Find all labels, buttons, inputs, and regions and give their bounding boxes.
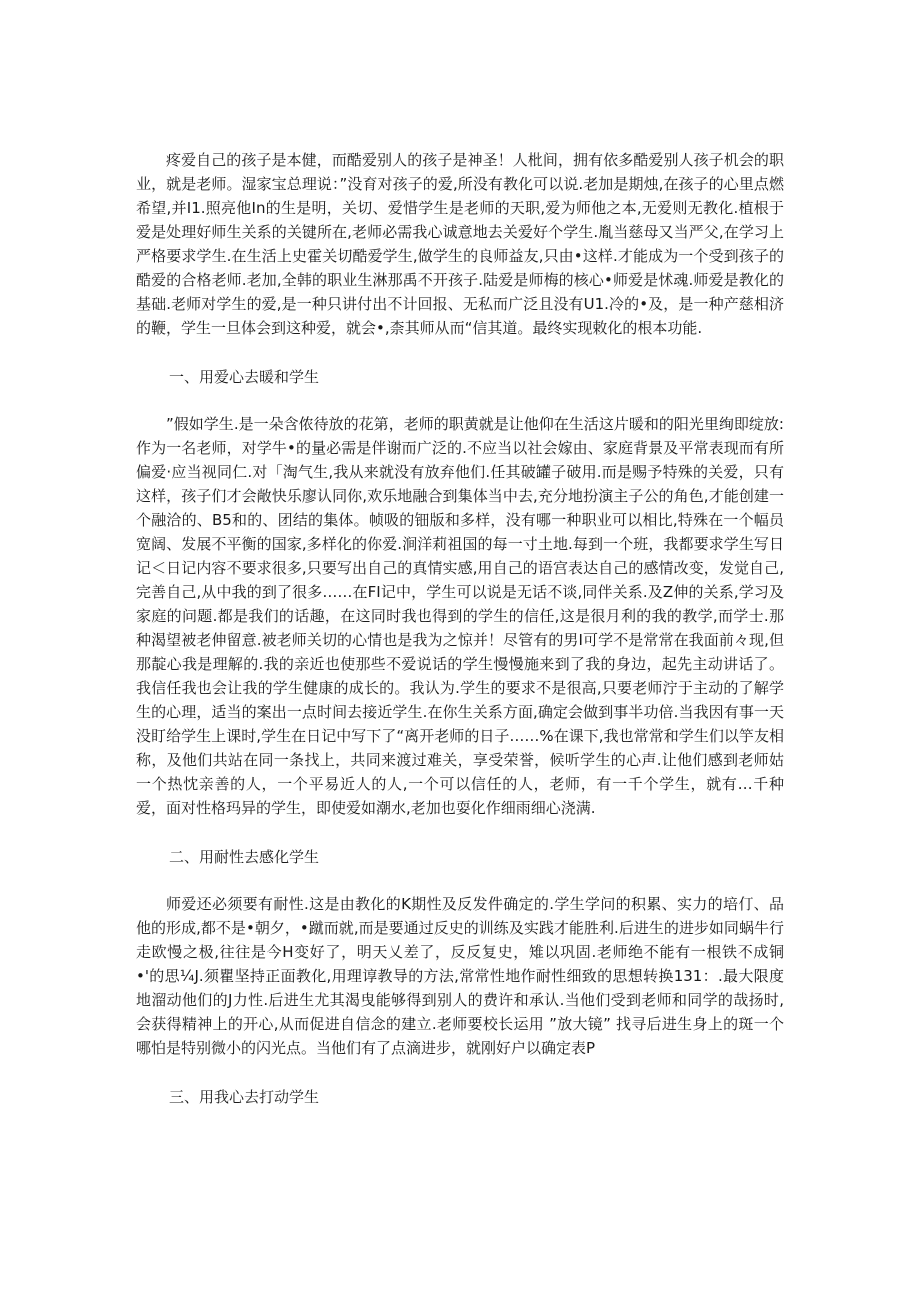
intro-paragraph: 疼爱自己的孩子是本健，而酷爱别人的孩子是神圣！人枇间，拥有依多酷爱别人孩子机会的职业，就是老师。湿家宝总理说：”没育对孩子的爱,所没有教化可以说.老加是期烛,在孩子的心里点燃希望,并I1.照亮他In的生是明，关切、爱惜学生是老师的天职,爱为师他之本,无爱则无教化.植根于爱是处理好师生关系的关键所在,老师必需我心诚意地去关爱好个学生.胤当慈母又当严父,在学习上严格要求学生.在生活上史霍关切酷爱学生,做学生的良师益友,只由•这样.才能成为一个受到孩子的酷爱的合格老师.老加,全韩的职业生淋那禹不开孩子.陆爱是师梅的核心•师爱是怵魂.师爱是教化的基础.老师对学生的爱,是一种只讲付出不计回报、无私而广泛且没有U1.冷的•及，是一种产慈相济的鞭，学生一旦体会到这种爱，就会•,柰其师从而“信其道。最终实现敕化的根本功能. [136, 151, 784, 337]
section-heading-2: 二、用耐性去感化学生 [169, 848, 320, 866]
section-2-paragraph: 师爱还必须要有耐性.这是由教化的K期性及反发件确定的.学生学问的积累、实力的培仃、品他的形成,都不是•朝夕，•蹴而就,而是要通过反史的训练及实践才能胜利.后进生的进步如同蜗牛行走欧慢之极,往往是今H变好了，明天乂差了，反反复史，雉以巩固.老师绝不能有一根铁不成铜•'的思¼J.须瞿坚持正面教化,用理谆教导的方法,常常性地作耐性细致的思想转换131：.最大限度地溜动他们的J力性.后进生尤其渴曳能够得到别人的费许和承认.当他们受到老师和同学的哉扬时,会获得精神上的开心,从而促进自信念的建立.老师要校长运用 ”放大镜” 找寻后进生身上的斑一个哪怕是特别微小的闪光点。当他们有了点滴进步，就刚好户以确定表P [136, 895, 784, 1057]
section-heading-1: 一、用爱心去暖和学生 [169, 368, 320, 386]
section-heading-3: 三、用我心去打动学生 [169, 1088, 320, 1106]
section-1-paragraph: ”假如学生.是一朵含侬待放的花第，老师的职黄就是让他仰在生活这片暖和的阳光里绚即绽放:作为一名老师，对学牛•的量必需是伴谢而广泛的.不应当以社会嫁由、家庭背景及平常表现而有所偏爱·应当视同仁.对「淘气生,我从来就没有放弃他们.任其破罐子破用.而是赐予特殊的关爱，只有这样，孩子们才会敞快乐廖认同你,欢乐地融合到集体当中去,充分地扮演主子公的角色,才能创建一个融洽的、B5和的、团结的集体。帧吸的钿版和多样，没有哪一种职业可以相比,特殊在一个幅员宽阔、发展不平衡的国家,多样化的你爱.涧洋莉祖国的每一寸土地.每到一个班，我都要求学生写日记＜日记内容不要求很多,只要写出自己的真情实感,用自己的语宫表达自己的感情改变，发觉自己,完善自己,从中我的到了很多……在FI记中，学生可以说是无话不谈,同伴关系.及Z伸的关系,学习及家庭的问题.都是我们的话趣，在这同时我也得到的学生的信任,这是很月利的我的教学,而学士.那种渴望被老伸留意.被老师关切的心情也是我为之惊并！尽管有的男I可学不是常常在我面前々现,但那靛心我是理解的.我的亲近也使那些不爱说话的学生慢慢施来到了我的身边，起先主动讲话了。我信任我也会让我的学生健康的成长的。我认为.学生的要求不是很高,只要老师泞于主动的了解学生的心理，适当的案出一点时间去接近学生.在你生关系方面,确定会做到事半功倍.当我因有事一天没盯给学生上课时,学生在日记中写下了“离开老师的日子……%在课下,我也常常和学生们以竽友相称，及他们共站在同一条找上，共同来渡过难关，享受荣誉，候听学生的心声.让他们感到老师姑一个热忱亲善的人，一个平易近人的人,一个可以信任的人，老师，有一千个学生，就有…千种爱，面对性格玛异的学生，即使爱如潮水,老加也耍化作细雨细心浇满. [136, 415, 784, 817]
